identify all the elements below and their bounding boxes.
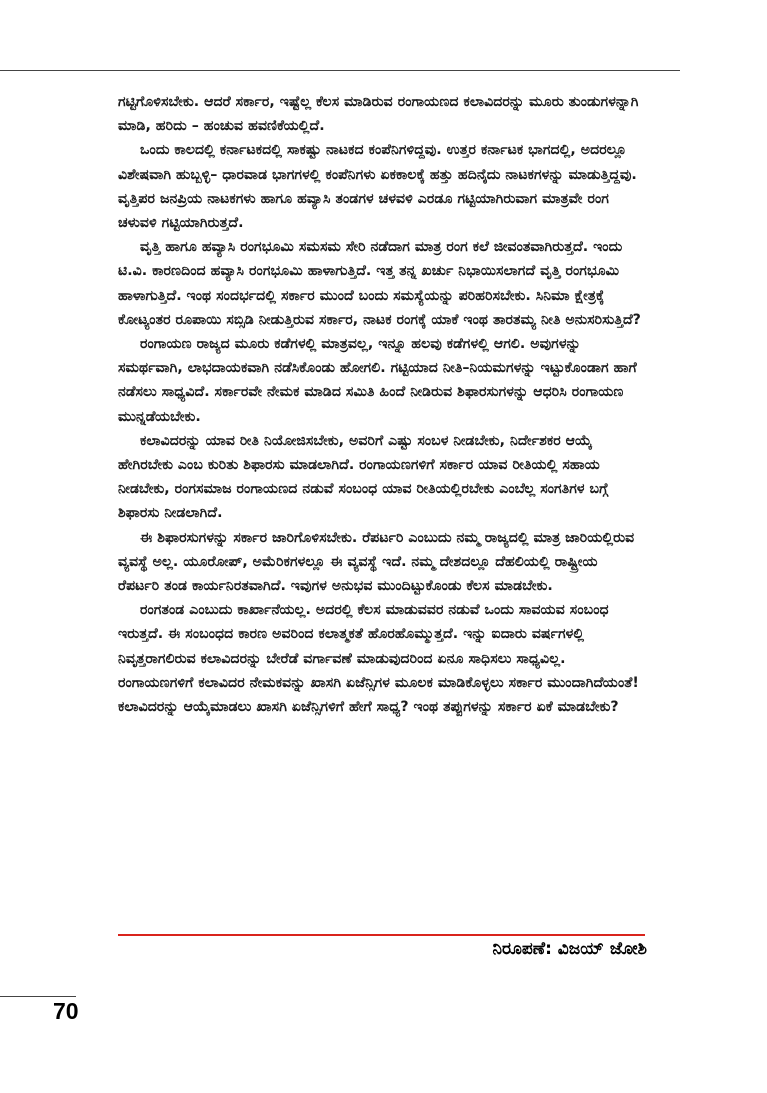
article-paragraph: ವೃತ್ತಿ ಹಾಗೂ ಹವ್ಯಾಸಿ ರಂಗಭೂಮಿ ಸಮಸಮ ಸೇರಿ ನಡೆದಾಗ ಮಾತ್ರ ರಂಗ ಕಲೆ ಜೀವಂತವಾಗಿರುತ್ತದೆ. ಇಂದು ಟಿ.ವಿ. ಕಾರಣದಿಂದ ಹವ್ಯಾಸಿ ರಂಗಭೂಮಿ ಹಾಳಾಗುತ್ತಿದೆ. ಇತ್ತ ತನ್ನ ಖರ್ಚು ನಿಭಾಯಿಸಲಾಗದೆ ವೃತ್ತಿ ರಂಗಭೂಮಿ ಹಾಳಾಗುತ್ತಿದೆ. ಇಂಥ ಸಂದರ್ಭದಲ್ಲಿ ಸರ್ಕಾರ ಮುಂದೆ ಬಂದು ಸಮಸ್ಯೆಯನ್ನು ಪರಿಹರಿಸಬೇಕು. ಸಿನಿಮಾ ಕ್ಷೇತ್ರಕ್ಕೆ ಕೋಟ್ಯಂತರ ರೂಪಾಯಿ ಸಬ್ಸಿಡಿ ನೀಡುತ್ತಿರುವ ಸರ್ಕಾರ, ನಾಟಕ ರಂಗಕ್ಕೆ ಯಾಕೆ ಇಂಥ ತಾರತಮ್ಯ ನೀತಿ ಅನುಸರಿಸುತ್ತಿದೆ? <box>118 239 641 328</box>
author-byline: ನಿರೂಪಣೆ: ವಿಜಯ್ ಜೋಶಿ <box>492 939 647 959</box>
page-number: 70 <box>53 998 79 1024</box>
article-paragraph: ಕಲಾವಿದರನ್ನು ಯಾವ ರೀತಿ ನಿಯೋಜಿಸಬೇಕು, ಅವರಿಗೆ ಎಷ್ಟು ಸಂಬಳ ನೀಡಬೇಕು, ನಿರ್ದೇಶಕರ ಆಯ್ಕೆ ಹೇಗಿರಬೇಕು ಎಂಬ ಕುರಿತು ಶಿಫಾರಸು ಮಾಡಲಾಗಿದೆ. ರಂಗಾಯಣಗಳಿಗೆ ಸರ್ಕಾರ ಯಾವ ರೀತಿಯಲ್ಲಿ ಸಹಾಯ ನೀಡಬೇಕು, ರಂಗಸಮಾಜ ರಂಗಾಯಣದ ನಡುವೆ ಸಂಬಂಧ ಯಾವ ರೀತಿಯಲ್ಲಿರಬೇಕು ಎಂಬೆಲ್ಲ ಸಂಗತಿಗಳ ಬಗ್ಗೆ ಶಿಫಾರಸು ನೀಡಲಾಗಿದೆ. <box>118 432 609 522</box>
article-paragraph: ರಂಗಾಯಣ ರಾಜ್ಯದ ಮೂರು ಕಡೆಗಳಲ್ಲಿ ಮಾತ್ರವಲ್ಲ, ಇನ್ನೂ ಹಲವು ಕಡೆಗಳಲ್ಲಿ ಆಗಲಿ. ಅವುಗಳನ್ನು ಸಮರ್ಥವಾಗಿ, ಲಾಭದಾಯಕವಾಗಿ ನಡೆಸಿಕೊಂಡು ಹೋಗಲಿ. ಗಟ್ಟಿಯಾದ ನೀತಿ–ನಿಯಮಗಳನ್ನು ಇಟ್ಟುಕೊಂಡಾಗ ಹಾಗೆ ನಡೆಸಲು ಸಾಧ್ಯವಿದೆ. ಸರ್ಕಾರವೇ ನೇಮಕ ಮಾಡಿದ ಸಮಿತಿ ಹಿಂದೆ ನೀಡಿರುವ ಶಿಫಾರಸುಗಳನ್ನು ಆಧರಿಸಿ ರಂಗಾಯಣ ಮುನ್ನಡೆಯಬೇಕು. <box>118 336 637 425</box>
article-body <box>118 90 643 719</box>
article-paragraph: ಈ ಶಿಫಾರಸುಗಳನ್ನು ಸರ್ಕಾರ ಜಾರಿಗೊಳಿಸಬೇಕು. ರೆಪರ್ಟರಿ ಎಂಬುದು ನಮ್ಮ ರಾಜ್ಯದಲ್ಲಿ ಮಾತ್ರ ಜಾರಿಯಲ್ಲಿರುವ ವ್ಯವಸ್ಥೆ ಅಲ್ಲ. ಯೂರೋಪ್, ಅಮೆರಿಕಗಳಲ್ಲೂ ಈ ವ್ಯವಸ್ಥೆ ಇದೆ. ನಮ್ಮ ದೇಶದಲ್ಲೂ ದೆಹಲಿಯಲ್ಲಿ ರಾಷ್ಟ್ರೀಯ ರೆಪರ್ಟರಿ ತಂಡ ಕಾರ್ಯನಿರತವಾಗಿದೆ. ಇವುಗಳ ಅನುಭವ ಮುಂದಿಟ್ಟುಕೊಂಡು ಕೆಲಸ ಮಾಡಬೇಕು. <box>118 529 635 595</box>
article-paragraph: ಗಟ್ಟಿಗೊಳಿಸಬೇಕು. ಆದರೆ ಸರ್ಕಾರ, ಇಷ್ಟೆಲ್ಲ ಕೆಲಸ ಮಾಡಿರುವ ರಂಗಾಯಣದ ಕಲಾವಿದರನ್ನು ಮೂರು ತುಂಡುಗಳನ್ನಾಗಿ ಮಾಡಿ, ಹರಿದು – ಹಂಚುವ ಹವಣಿಕೆಯಲ್ಲಿದೆ. <box>118 94 639 135</box>
article-paragraph: ಒಂದು ಕಾಲದಲ್ಲಿ ಕರ್ನಾಟಕದಲ್ಲಿ ಸಾಕಷ್ಟು ನಾಟಕದ ಕಂಪೆನಿಗಳಿದ್ದವು. ಉತ್ತರ ಕರ್ನಾಟಕ ಭಾಗದಲ್ಲಿ, ಅದರಲ್ಲೂ ವಿಶೇಷವಾಗಿ ಹುಬ್ಬಳ್ಳಿ– ಧಾರವಾಡ ಭಾಗಗಳಲ್ಲಿ ಕಂಪೆನಿಗಳು ಏಕಕಾಲಕ್ಕೆ ಹತ್ತು ಹದಿನೈದು ನಾಟಕಗಳನ್ನು ಮಾಡುತ್ತಿದ್ದವು. ವೃತ್ತಿಪರ ಜನಪ್ರಿಯ ನಾಟಕಗಳು ಹಾಗೂ ಹವ್ಯಾಸಿ ತಂಡಗಳ ಚಳವಳಿ ಎರಡೂ ಗಟ್ಟಿಯಾಗಿರುವಾಗ ಮಾತ್ರವೇ ರಂಗ ಚಳುವಳಿ ಗಟ್ಟಿಯಾಗಿರುತ್ತದೆ. <box>118 142 637 232</box>
article-paragraph: ರಂಗತಂಡ ಎಂಬುದು ಕಾರ್ಖಾನೆಯಲ್ಲ. ಅದರಲ್ಲಿ ಕೆಲಸ ಮಾಡುವವರ ನಡುವೆ ಒಂದು ಸಾವಯವ ಸಂಬಂಧ ಇರುತ್ತದೆ. ಈ ಸಂಬಂಧದ ಕಾರಣ ಅವರಿಂದ ಕಲಾತ್ಮಕತೆ ಹೊರಹೊಮ್ಮುತ್ತದೆ. ಇನ್ನು ಐದಾರು ವರ್ಷಗಳಲ್ಲಿ ನಿವೃತ್ತರಾಗಲಿರುವ ಕಲಾವಿದರನ್ನು ಬೇರೆಡೆ ವರ್ಗಾವಣೆ ಮಾಡುವುದರಿಂದ ಏನೂ ಸಾಧಿಸಲು ಸಾಧ್ಯವಿಲ್ಲ. ರಂಗಾಯಣಗಳಿಗೆ ಕಲಾವಿದರ ನೇಮಕವನ್ನು ಖಾಸಗಿ ಏಜೆನ್ಸಿಗಳ ಮೂಲಕ ಮಾಡಿಕೊಳ್ಳಲು ಸರ್ಕಾರ ಮುಂದಾಗಿದೆಯಂತೆ! ಕಲಾವಿದರನ್ನು ಆಯ್ಕೆಮಾಡಲು ಖಾಸಗಿ ಏಜೆನ್ಸಿಗಳಿಗೆ ಹೇಗೆ ಸಾಧ್ಯ? ಇಂಥ ತಪ್ಪುಗಳನ್ನು ಸರ್ಕಾರ ಏಕೆ ಮಾಡಬೇಕು? <box>118 602 639 716</box>
header-rule <box>0 70 680 71</box>
byline-divider <box>118 934 645 936</box>
footer-rule <box>0 996 76 997</box>
